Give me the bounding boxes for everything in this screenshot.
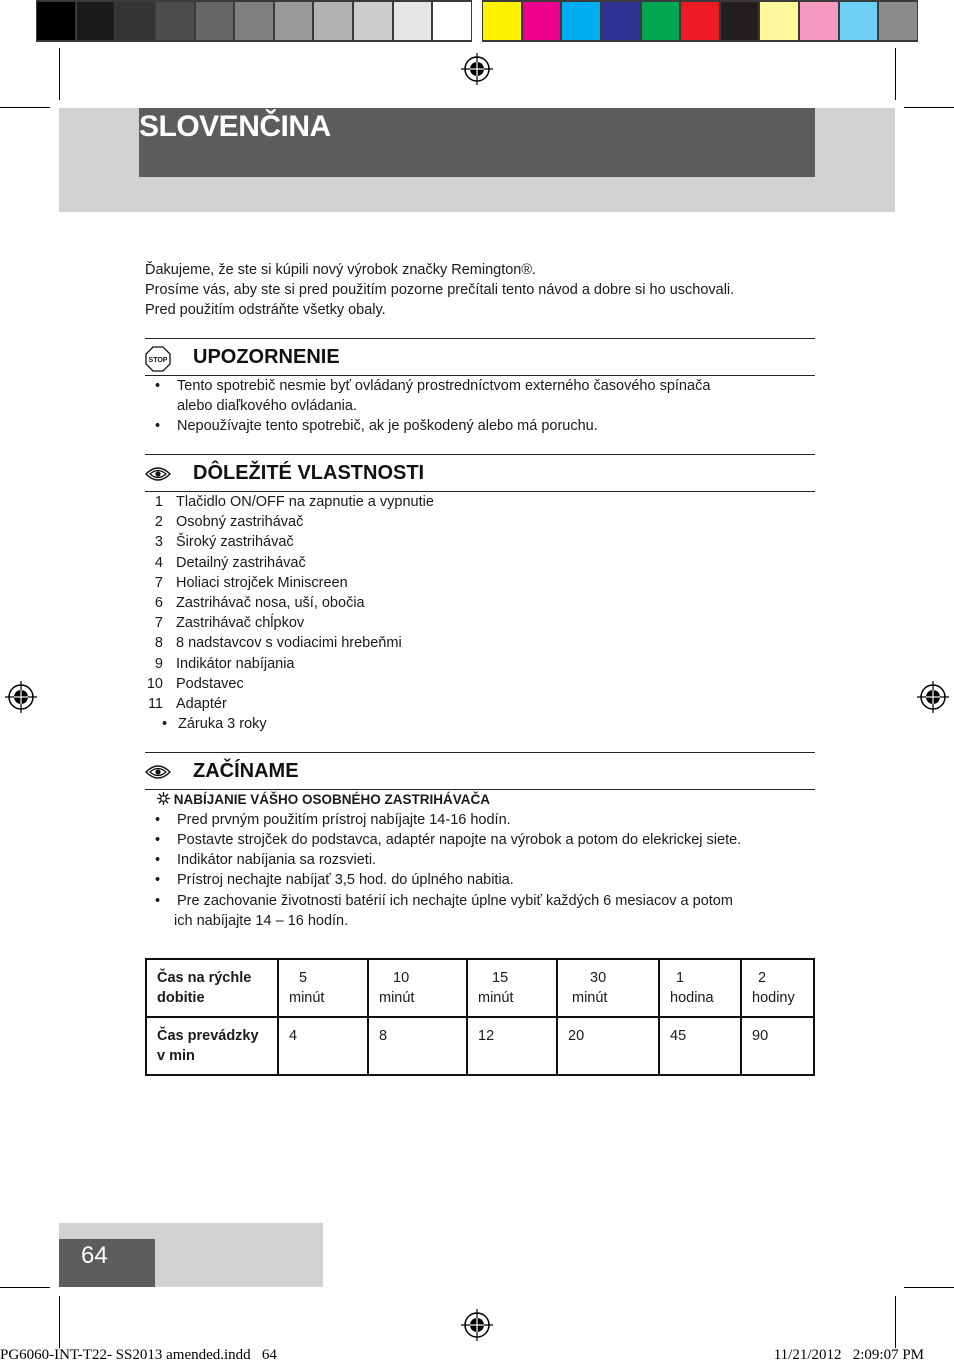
crop-mark — [0, 1287, 50, 1288]
list-item-text: Záruka 3 roky — [178, 716, 267, 732]
bullet: • — [155, 852, 161, 868]
item-number: 4 — [154, 554, 163, 571]
features-section-header — [145, 455, 815, 491]
item-text: Tlačidlo ON/OFF na zapnutie a vypnutie — [176, 494, 434, 510]
item-text: Podstavec — [176, 675, 244, 692]
grayscale-calibration-bar — [36, 0, 472, 42]
list-item-text: Pred prvným použitím prístroj nabíjajte 14-16 hodín. — [177, 812, 511, 828]
eye-icon — [145, 464, 171, 484]
getting-started-section-header — [145, 753, 815, 789]
svg-text:STOP: STOP — [148, 357, 168, 364]
item-text: Holiaci strojček Miniscreen — [176, 574, 348, 591]
color-swatch — [433, 2, 471, 40]
bullet: • — [155, 872, 161, 888]
color-swatch — [483, 2, 521, 40]
color-swatch — [116, 2, 154, 40]
intro-line: Prosíme vás, aby ste si pred použitím pozorne prečítali tento návod a dobre si ho uschovali. — [145, 282, 735, 298]
item-number: 9 — [154, 655, 163, 672]
list-item-text: Pre zachovanie životnosti batérií ich nechajte úplne vybiť každých 6 mesiacov a potom — [177, 893, 733, 909]
intro-line: Ďakujeme, že ste si kúpili nový výrobok značky Remington®. — [145, 262, 537, 278]
stop-icon — [145, 346, 171, 372]
list-item — [145, 416, 815, 436]
page-title: SLOVENČINA — [139, 110, 331, 143]
section-title: ZAČÍNAME — [193, 760, 299, 782]
color-swatch — [196, 2, 234, 40]
table-header-cell: Čas na rýchle dobitie — [146, 959, 278, 1017]
bullet: • — [155, 893, 161, 909]
eye-icon — [145, 762, 171, 782]
color-calibration-bar — [482, 0, 918, 42]
item-number: 6 — [154, 595, 163, 611]
bullet: • — [162, 716, 168, 732]
color-swatch — [800, 2, 838, 40]
crop-mark — [895, 48, 896, 100]
crop-mark — [904, 107, 954, 108]
item-text: Široký zastrihávač — [176, 534, 294, 551]
list-item-text: Postavte strojček do podstavca, adaptér napojte na výrobok a potom do elekrickej siete. — [177, 832, 742, 848]
table-cell: 10 minút — [368, 959, 467, 1017]
subheading — [157, 790, 490, 810]
section-title: DÔLEŽITÉ VLASTNOSTI — [193, 462, 425, 484]
item-number: 10 — [146, 675, 163, 692]
item-text: Zastrihávač chĺpkov — [176, 615, 305, 632]
item-text: Indikátor nabíjania — [176, 655, 295, 672]
item-number: 11 — [147, 696, 163, 712]
color-swatch — [721, 2, 759, 40]
registration-mark-icon — [917, 681, 949, 713]
table-cell: 2 hodiny — [741, 959, 814, 1017]
color-swatch — [354, 2, 392, 40]
registration-mark-icon — [5, 681, 37, 713]
item-number: 1 — [154, 494, 163, 510]
item-text: Detailný zastrihávač — [176, 554, 306, 571]
color-swatch — [602, 2, 640, 40]
table-cell: 8 — [368, 1017, 467, 1075]
item-number: 8 — [154, 635, 163, 652]
registration-mark-icon — [461, 53, 493, 85]
color-swatch — [681, 2, 719, 40]
item-text: Adaptér — [176, 696, 227, 712]
registration-mark-icon — [461, 1309, 493, 1341]
table-cell: 90 — [741, 1017, 814, 1075]
color-swatch — [275, 2, 313, 40]
color-swatch — [840, 2, 878, 40]
table-cell: 30 minút — [557, 959, 659, 1017]
crop-mark — [0, 107, 50, 108]
charging-time-table — [145, 958, 815, 1076]
list-item-text: Tento spotrebič nesmie byť ovládaný prostredníctvom externého časového spínača — [177, 378, 711, 394]
warning-section-header — [145, 339, 815, 375]
list-item-text: Indikátor nabíjania sa rozsvieti. — [177, 852, 377, 868]
item-text: Zastrihávač nosa, uší, obočia — [176, 595, 365, 611]
item-number: 7 — [154, 574, 163, 591]
table-cell: 12 — [467, 1017, 557, 1075]
footer-timestamp: 11/21/2012 2:09:07 PM — [773, 1347, 924, 1363]
star-icon — [157, 792, 170, 805]
item-text: 8 nadstavcov s vodiacimi hrebeňmi — [176, 635, 402, 652]
bullet: • — [155, 378, 161, 394]
table-row — [146, 959, 814, 1017]
list-item-text: alebo diaľkového ovládania. — [177, 398, 357, 414]
crop-mark — [895, 1296, 896, 1348]
list-item-text: Prístroj nechajte nabíjať 3,5 hod. do úplného nabitia. — [177, 872, 514, 888]
table-row — [146, 1017, 814, 1075]
bullet: • — [155, 832, 161, 848]
item-text: Osobný zastrihávač — [176, 514, 304, 531]
color-swatch — [879, 2, 917, 40]
table-cell: 1 hodina — [659, 959, 741, 1017]
color-swatch — [156, 2, 194, 40]
intro-line: Pred použitím odstráňte všetky obaly. — [145, 302, 386, 318]
crop-mark — [904, 1287, 954, 1288]
item-number: 3 — [154, 534, 163, 551]
list-item — [145, 376, 815, 416]
crop-mark — [59, 48, 60, 100]
item-number: 2 — [154, 514, 163, 531]
table-header-cell: Čas prevádzky v min — [146, 1017, 278, 1075]
list-item-text: ich nabíjajte 14 – 16 hodín. — [174, 913, 349, 929]
bullet: • — [155, 418, 161, 434]
bullet: • — [155, 812, 161, 828]
item-number: 7 — [154, 615, 163, 632]
color-swatch — [562, 2, 600, 40]
section-title: UPOZORNENIE — [193, 346, 340, 368]
page-number-box — [59, 1239, 155, 1287]
color-swatch — [642, 2, 680, 40]
subheading-text: NABÍJANIE VÁŠHO OSOBNÉHO ZASTRIHÁVAČA — [173, 792, 491, 807]
page-number: 64 — [81, 1242, 108, 1269]
color-swatch — [37, 2, 75, 40]
table-cell: 20 — [557, 1017, 659, 1075]
table-cell: 15 minút — [467, 959, 557, 1017]
color-swatch — [523, 2, 561, 40]
table-cell: 5 minút — [278, 959, 368, 1017]
list-item-text: Nepoužívajte tento spotrebič, ak je poškodený alebo má poruchu. — [177, 418, 598, 434]
crop-mark — [59, 1296, 60, 1348]
color-swatch — [235, 2, 273, 40]
color-swatch — [394, 2, 432, 40]
footer-file-info: PG6060-INT-T22- SS2013 amended.indd 64 — [0, 1347, 277, 1363]
color-swatch — [77, 2, 115, 40]
table-cell: 4 — [278, 1017, 368, 1075]
table-cell: 45 — [659, 1017, 741, 1075]
color-swatch — [760, 2, 798, 40]
header-title-box — [139, 108, 815, 177]
color-swatch — [314, 2, 352, 40]
intro-text — [145, 260, 815, 320]
